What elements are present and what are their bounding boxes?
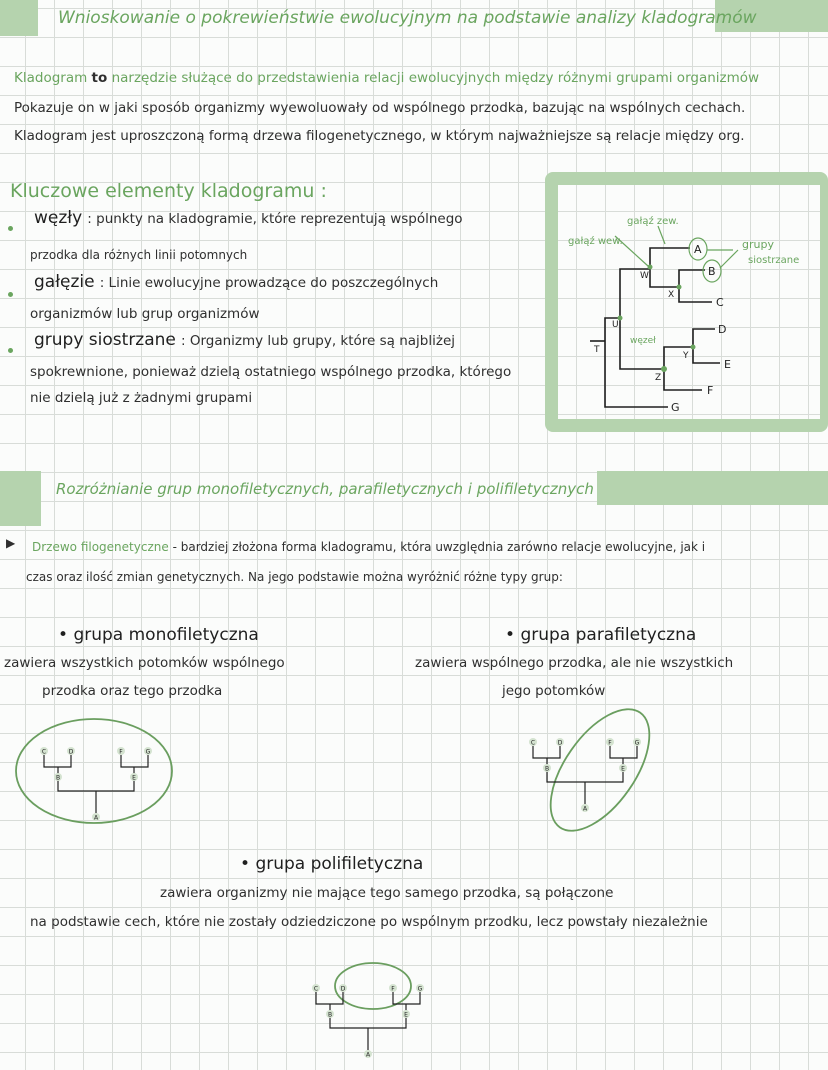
mini-tree-label-f: F bbox=[608, 739, 612, 747]
arrow-bullet-icon: ▶ bbox=[6, 536, 16, 550]
taxon-label-b: B bbox=[708, 265, 716, 278]
def-nodes-cont: przodka dla różnych linii potomnych bbox=[30, 248, 248, 262]
mini-tree-label-c: C bbox=[530, 739, 536, 747]
term-kladogram: Kladogram bbox=[14, 70, 88, 86]
monophyletic-name: grupa monofiletyczna bbox=[73, 625, 259, 645]
monophyletic-tree bbox=[40, 747, 152, 822]
mini-tree-label-e: E bbox=[621, 765, 625, 773]
paraphyletic-name: grupa parafiletyczna bbox=[520, 625, 697, 645]
label-outer-branch: gałąź zew. bbox=[627, 216, 679, 227]
polyphyletic-name: grupa polifiletyczna bbox=[255, 854, 424, 874]
taxon-label-e: E bbox=[724, 358, 731, 371]
monophyletic-ellipse bbox=[16, 719, 172, 823]
def-branches: : Linie ewolucyjne prowadzące do poszczególnych bbox=[99, 275, 439, 291]
label-sister-groups-1: grupy bbox=[742, 238, 774, 251]
node-label-t: T bbox=[594, 345, 600, 355]
mini-tree-label-g: G bbox=[417, 985, 423, 993]
monophyletic-desc-1: zawiera wszystkich potomków wspólnego bbox=[4, 655, 285, 671]
mini-tree-label-e: E bbox=[404, 1011, 408, 1019]
section-highlight-left bbox=[0, 471, 41, 526]
mini-tree-label-f: F bbox=[391, 985, 395, 993]
page-title: Wnioskowanie o pokrewieństwie ewolucyjnym na podstawie analizy kladogramów bbox=[58, 8, 757, 28]
polyphyletic-desc-2: na podstawie cech, które nie zostały odziedziczone po wspólnym przodku, lecz powstały niezależnie bbox=[30, 914, 708, 930]
node-label-x: X bbox=[668, 290, 675, 300]
mini-tree-label-a: A bbox=[93, 814, 99, 822]
term-sister-groups: grupy siostrzane bbox=[34, 330, 176, 350]
mini-tree-label-b: B bbox=[327, 1011, 333, 1019]
def-branches-cont: organizmów lub grup organizmów bbox=[30, 306, 260, 322]
mini-tree-label-a: A bbox=[365, 1051, 371, 1059]
mini-tree-label-d: D bbox=[557, 739, 563, 747]
mini-tree-label-f: F bbox=[119, 748, 123, 756]
paraphyletic-title: • grupa parafiletyczna bbox=[505, 625, 697, 645]
mini-tree-label-d: D bbox=[68, 748, 74, 756]
paraphyletic-ellipse bbox=[531, 693, 669, 848]
mini-tree-label-c: C bbox=[313, 985, 319, 993]
label-sister-groups-2: siostrzane bbox=[748, 255, 800, 266]
paraphyletic-desc-1: zawiera wspólnego przodka, ale nie wszystkich bbox=[415, 655, 734, 671]
def-sister-groups-cont: spokrewnione, ponieważ dzielą ostatniego wspólnego przodka, którego bbox=[30, 364, 512, 380]
mini-tree-label-b: B bbox=[544, 765, 550, 773]
tree-definition-line-1 bbox=[32, 540, 705, 554]
mini-tree-label-b: B bbox=[55, 774, 61, 782]
node-label-w: W bbox=[640, 271, 649, 281]
def-nodes: : punkty na kladogramie, które reprezentują wspólnego bbox=[87, 211, 463, 227]
taxon-label-a: A bbox=[694, 243, 702, 256]
mini-tree-label-e: E bbox=[132, 774, 136, 782]
taxon-label-f: F bbox=[707, 384, 714, 397]
cladogram-branches bbox=[590, 248, 720, 407]
taxon-label-c: C bbox=[716, 296, 724, 309]
label-inner-branch: gałąź wew. bbox=[568, 236, 623, 247]
mini-tree-label-d: D bbox=[340, 985, 346, 993]
paraphyletic-desc-2: jego potomków bbox=[502, 683, 606, 699]
cladogram-annotations bbox=[615, 226, 738, 282]
tree-definition: - bardziej złożona forma kladogramu, która uwzględnia zarówno relacje ewolucyjne, jak i bbox=[172, 540, 706, 554]
mini-tree-label-g: G bbox=[634, 739, 640, 747]
key-elements-heading: Kluczowe elementy kladogramu : bbox=[10, 180, 327, 202]
def-sister-groups: : Organizmy lub grupy, które są najbliżej bbox=[180, 333, 456, 349]
mini-tree-label-g: G bbox=[145, 748, 151, 756]
paraphyletic-tree bbox=[529, 738, 641, 813]
mini-tree-label-c: C bbox=[41, 748, 47, 756]
node-label-u: U bbox=[612, 320, 619, 330]
intro-line-1-rest: narzędzie służące do przedstawienia relacji ewolucyjnych między różnymi grupami organizmów bbox=[111, 70, 760, 86]
section-heading: Rozróżnianie grup monofiletycznych, parafiletycznych i polifiletycznych bbox=[56, 480, 594, 498]
term-branches: gałęzie bbox=[34, 272, 95, 292]
label-node: węzeł bbox=[630, 336, 656, 346]
polyphyletic-desc-1: zawiera organizmy nie mające tego samego przodka, są połączone bbox=[160, 885, 614, 901]
tree-definition-line-2: czas oraz ilość zmian genetycznych. Na jego podstawie można wyróżnić różne typy grup: bbox=[26, 570, 563, 584]
intro-line-3: Kladogram jest uproszczoną formą drzewa filogenetycznego, w którym najważniejsze są relacje między org. bbox=[14, 128, 745, 144]
mini-tree-label-a: A bbox=[582, 805, 588, 813]
def-sister-groups-cont-2: nie dzielą już z żadnymi grupami bbox=[30, 390, 253, 406]
node-label-y: Y bbox=[683, 351, 689, 361]
intro-line-2: Pokazuje on w jaki sposób organizmy wyewoluowały od wspólnego przodka, bazując na wspólnych cechach. bbox=[14, 100, 746, 116]
section-highlight-right bbox=[597, 471, 828, 505]
term-phylogenetic-tree: Drzewo filogenetyczne bbox=[32, 540, 169, 554]
monophyletic-title: • grupa monofiletyczna bbox=[58, 625, 259, 645]
polyphyletic-title: • grupa polifiletyczna bbox=[240, 854, 424, 874]
monophyletic-desc-2: przodka oraz tego przodka bbox=[42, 683, 223, 699]
taxon-label-g: G bbox=[671, 401, 680, 414]
word-to: to bbox=[91, 70, 108, 86]
term-nodes: węzły bbox=[34, 208, 83, 228]
node-label-z: Z bbox=[655, 373, 662, 383]
taxon-label-d: D bbox=[718, 323, 727, 336]
